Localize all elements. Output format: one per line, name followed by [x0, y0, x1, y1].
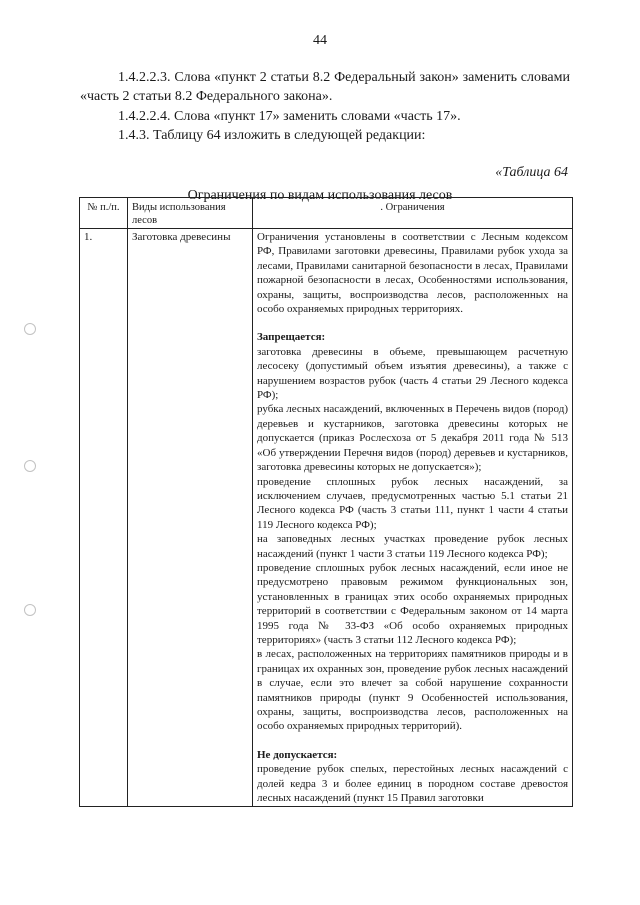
- table-row: [80, 229, 573, 807]
- table-caption: «Таблица 64: [495, 165, 568, 180]
- page-number: 44: [313, 33, 327, 48]
- restrictions-table: [79, 197, 573, 807]
- scan-mark: [24, 604, 36, 616]
- paragraph-1-4-3: 1.4.3. Таблицу 64 изложить в следующей редакции:: [118, 128, 426, 143]
- forbidden-item: заготовка древесины в объеме, превышающем расчетную лесосеку (допустимый объем изъятия древесины), а также с нарушением возрастов рубок (часть 4 статьи 29 Лесного кодекса РФ);: [257, 345, 568, 402]
- row-num: 1.: [80, 229, 128, 807]
- header-num: № п./п.: [80, 198, 128, 229]
- scan-mark: [24, 323, 36, 335]
- forbidden-item: рубка лесных насаждений, включенных в Перечень видов (пород) деревьев и кустарников, заготовка древесины которых не допускается (приказ Рослесхоза от 5 декабря 2011 года № 513 «Об утверждении Перечня видов (пород) деревьев и кустарников, заготовка древесины которых не допускается»);: [257, 403, 568, 474]
- restrictions-intro: Ограничения установлены в соответствии с Лесным кодексом РФ, Правилами заготовки древесины, Правилами рубок ухода за лесами, Правилами санитарной безопасности в лесах, Правилами пожарной безопасности в лесах, Особенностями использования, охраны, защиты, воспроизводства лесов, расположенных на особо охраняемых природных территориях.: [257, 231, 568, 316]
- forbidden-item: на заповедных лесных участках проведение рубок лесных насаждений (пункт 1 части 3 статьи 119 Лесного кодекса РФ);: [257, 533, 568, 560]
- table-header-row: [80, 198, 573, 229]
- row-restrictions: [253, 229, 573, 807]
- header-restrictions: . Ограничения: [253, 198, 573, 229]
- forbidden-item: проведение сплошных рубок лесных насаждений, за исключением случаев, предусмотренных частью 5.1 статьи 21 Лесного кодекса РФ (часть 3 статьи 111, пункт 1 части 4 статьи 119 Лесного кодекса РФ);: [257, 475, 568, 531]
- not-allowed-heading: Не допускается:: [257, 748, 338, 761]
- forbidden-item: в лесах, расположенных на территориях памятников природы и в границах их охранных зон, проведение рубок лесных насаждений в случае, если это влечет за собой нарушение сохранности памятников природы (пункт 9 Особенностей использования, охраны, защиты, воспроизводства лесов, расположенных на особо охраняемых природных территорий).: [257, 648, 568, 733]
- paragraph-1-4-2-2-3: 1.4.2.2.3. Слова «пункт 2 статьи 8.2 Федеральный закон» заменить словами «часть 2 статьи 8.2 Федерального закона».: [80, 70, 570, 104]
- forbidden-heading: Запрещается:: [257, 331, 326, 344]
- header-kind: Виды использования лесов: [128, 198, 253, 229]
- not-allowed-item: проведение рубок спелых, перестойных лесных насаждений с долей кедра 3 и более единиц в породном составе древостоя лесных насаждений (пункт 15 Правил заготовки: [257, 763, 568, 805]
- row-kind: Заготовка древесины: [128, 229, 253, 807]
- scan-mark: [24, 460, 36, 472]
- table-title: Ограничения по видам использования лесов: [187, 188, 453, 203]
- paragraph-1-4-2-2-4: 1.4.2.2.4. Слова «пункт 17» заменить словами «часть 17».: [118, 109, 461, 124]
- forbidden-item: проведение сплошных рубок лесных насаждений, если иное не предусмотрено правовым режимом функциональных зон, установленных в границах этих особо охраняемых природных территорий в соответствии с Федеральным законом от 14 марта 1995 года № 33-ФЗ «Об особо охраняемых природных территориях» (часть 3 статьи 112 Лесного кодекса РФ);: [257, 561, 568, 646]
